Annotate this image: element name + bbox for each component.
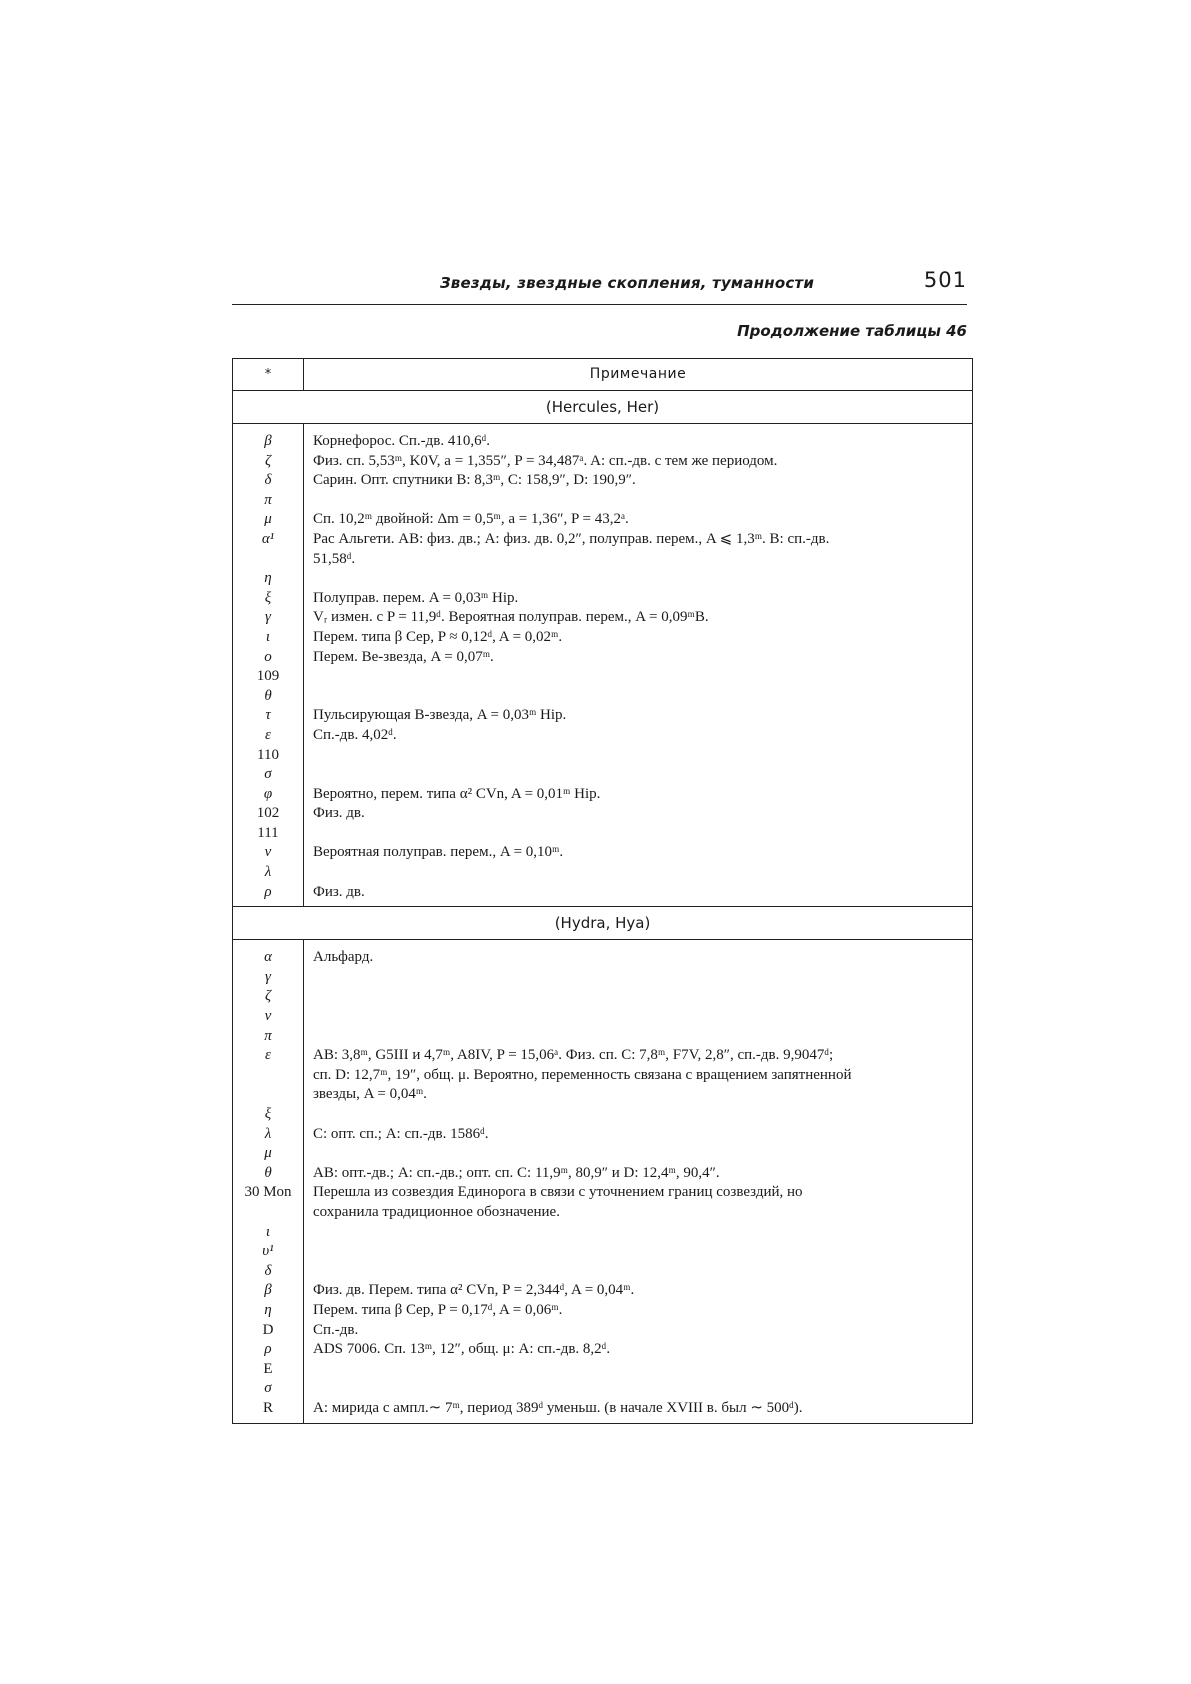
- note-line: [313, 1027, 964, 1047]
- star-designation-spacer: [233, 550, 303, 570]
- note-line: Физ. сп. 5,53ᵐ, K0V, a = 1,355″, P = 34,487ᵃ. A: сп.-дв. с тем же периодом.: [313, 452, 778, 469]
- constellation-section-body: [233, 940, 972, 1422]
- table-continuation-caption: Продолжение таблицы 46: [737, 322, 967, 340]
- notes-table: [232, 358, 973, 1424]
- star-designation: β: [264, 433, 272, 449]
- star-designation: ν: [264, 844, 272, 861]
- star-designation: ν: [264, 1008, 272, 1025]
- note-line: Рас Альгети. AB: физ. дв.; A: физ. дв. 0,2″, полуправ. перем., A ⩽ 1,3ᵐ. B: сп.-дв.: [313, 530, 830, 547]
- note-line: [313, 1379, 964, 1399]
- star-designation: δ: [264, 1262, 272, 1279]
- note-line: A: мирида с ампл.∼ 7ᵐ, период 389ᵈ уменьш. (в начале XVIII в. был ∼ 500ᵈ).: [313, 1399, 803, 1416]
- note-line: Vᵣ измен. с P = 11,9ᵈ. Вероятная полуправ. перем., A = 0,09ᵐB.: [313, 609, 709, 626]
- star-designation: E: [263, 1360, 273, 1377]
- star-designation: β: [264, 1282, 272, 1299]
- star-designation: 110: [257, 746, 279, 763]
- note-column-header: Примечание: [589, 366, 687, 382]
- note-line: звезды, A = 0,04ᵐ.: [313, 1086, 427, 1103]
- note-line: [313, 1242, 964, 1262]
- note-line: [313, 1262, 964, 1282]
- star-designation: μ: [264, 511, 272, 528]
- star-designation: σ: [264, 766, 272, 783]
- note-line: Перешла из созвездия Единорога в связи с уточнением границ созвездий, но: [313, 1184, 803, 1201]
- note-line: Сп.-дв. 4,02ᵈ.: [313, 726, 397, 743]
- star-designation: R: [262, 1399, 273, 1416]
- note-line: [313, 1007, 964, 1027]
- page-number: 501: [923, 268, 967, 292]
- note-line: сп. D: 12,7ᵐ, 19″, общ. μ. Вероятно, переменность связана с вращением запятненной: [313, 1066, 852, 1083]
- star-designation: τ: [265, 707, 271, 724]
- star-designation: 102: [256, 805, 280, 822]
- star-designation: η: [264, 570, 272, 587]
- constellation-section-body: [233, 424, 972, 906]
- note-line: Полуправ. перем. A = 0,03ᵐ Hip.: [313, 589, 519, 606]
- note-column: [304, 424, 972, 906]
- star-designation: 30 Mon: [244, 1184, 292, 1201]
- note-line: Альфард.: [313, 949, 374, 966]
- star-designation-spacer: [233, 1085, 303, 1105]
- note-line: [313, 746, 964, 766]
- note-line: Физ. дв.: [313, 883, 365, 900]
- note-line: Пульсирующая B-звезда, A = 0,03ᵐ Hip.: [313, 707, 567, 724]
- star-designation: μ: [264, 1145, 272, 1162]
- star-designation: π: [264, 1027, 272, 1044]
- note-line: [313, 1105, 964, 1125]
- note-line: Сп.-дв.: [313, 1321, 359, 1338]
- note-line: Сп. 10,2ᵐ двойной: Δm = 0,5ᵐ, a = 1,36″, P = 43,2ᵃ.: [313, 511, 629, 528]
- note-line: [313, 569, 964, 589]
- star-designation: π: [264, 491, 272, 508]
- star-designation: α: [264, 949, 272, 966]
- star-column-header: *: [233, 359, 304, 390]
- star-designation: υ¹: [262, 1243, 274, 1260]
- constellation-section-title: (Hydra, Hya): [233, 906, 972, 940]
- star-designation: 109: [256, 668, 280, 685]
- star-designation: λ: [264, 1125, 272, 1142]
- note-line: [313, 1360, 964, 1380]
- star-designation: ε: [265, 726, 271, 743]
- star-designation-column: [233, 940, 304, 1422]
- star-designation: ζ: [264, 988, 272, 1005]
- star-designation: φ: [263, 785, 273, 802]
- note-line: Физ. дв.: [313, 805, 365, 822]
- note-line: 51,58ᵈ.: [313, 550, 356, 567]
- note-line: сохранила традиционное обозначение.: [313, 1203, 560, 1220]
- running-title: Звезды, звездные скопления, туманности: [439, 274, 815, 292]
- note-line: AB: опт.-дв.; A: сп.-дв.; опт. сп. C: 11,9ᵐ, 80,9″ и D: 12,4ᵐ, 90,4″.: [313, 1164, 720, 1181]
- star-designation: 111: [257, 824, 279, 841]
- note-line: [313, 863, 964, 883]
- table-sections: [233, 391, 972, 1423]
- note-line: C: опт. сп.; A: сп.-дв. 1586ᵈ.: [313, 1125, 489, 1142]
- note-line: Перем. Be-звезда, A = 0,07ᵐ.: [313, 648, 494, 665]
- star-designation: δ: [264, 472, 272, 489]
- star-designation-spacer: [233, 1066, 303, 1086]
- note-line: [313, 1223, 964, 1243]
- note-line: [313, 968, 964, 988]
- note-line: ADS 7006. Сп. 13ᵐ, 12″, общ. μ: A: сп.-дв. 8,2ᵈ.: [313, 1341, 611, 1358]
- star-designation: θ: [264, 1164, 272, 1181]
- star-designation: ρ: [264, 883, 272, 900]
- star-designation-spacer: [233, 1203, 303, 1223]
- star-designation: D: [262, 1321, 274, 1338]
- note-column: [304, 940, 972, 1422]
- star-designation: ε: [265, 1047, 271, 1064]
- star-designation: α¹: [261, 530, 275, 547]
- star-designation: γ: [265, 968, 271, 985]
- note-line: [313, 824, 964, 844]
- constellation-section-title: (Hercules, Her): [233, 391, 972, 424]
- star-designation: ι: [265, 1223, 271, 1240]
- star-designation: γ: [265, 609, 271, 626]
- note-line: [313, 987, 964, 1007]
- note-line: Вероятная полуправ. перем., A = 0,10ᵐ.: [313, 844, 564, 861]
- note-line: Перем. типа β Cep, P = 0,17ᵈ, A = 0,06ᵐ.: [313, 1301, 563, 1318]
- star-designation-column: [233, 424, 304, 906]
- star-designation: ξ: [264, 1106, 272, 1122]
- note-line: [313, 765, 964, 785]
- note-line: Вероятно, перем. типа α² CVn, A = 0,01ᵐ Hip.: [313, 785, 601, 802]
- note-line: Перем. типа β Cep, P ≈ 0,12ᵈ, A = 0,02ᵐ.: [313, 628, 563, 645]
- note-line: Сарин. Опт. спутники B: 8,3ᵐ, C: 158,9″, D: 190,9″.: [313, 472, 636, 489]
- note-line: [313, 667, 964, 687]
- note-line: AB: 3,8ᵐ, G5III и 4,7ᵐ, A8IV, P = 15,06ᵃ. Физ. сп. C: 7,8ᵐ, F7V, 2,8″, сп.-дв. 9,9047ᵈ;: [313, 1047, 834, 1064]
- note-line: [313, 1144, 964, 1164]
- note-line: Физ. дв. Перем. типа α² CVn, P = 2,344ᵈ, A = 0,04ᵐ.: [313, 1282, 635, 1299]
- page-header: [232, 270, 967, 305]
- star-designation: ι: [265, 628, 271, 645]
- star-designation: θ: [264, 687, 272, 704]
- star-designation: η: [264, 1301, 272, 1318]
- star-designation: ξ: [264, 589, 272, 606]
- star-designation: ζ: [264, 452, 272, 469]
- note-line: Корнефорос. Сп.-дв. 410,6ᵈ.: [313, 433, 491, 449]
- note-line: [313, 491, 964, 511]
- star-designation: λ: [264, 864, 272, 881]
- table-header-row: [233, 359, 972, 391]
- star-designation: σ: [264, 1380, 272, 1397]
- note-line: [313, 687, 964, 707]
- star-designation: o: [264, 648, 272, 665]
- star-designation: ρ: [264, 1341, 272, 1358]
